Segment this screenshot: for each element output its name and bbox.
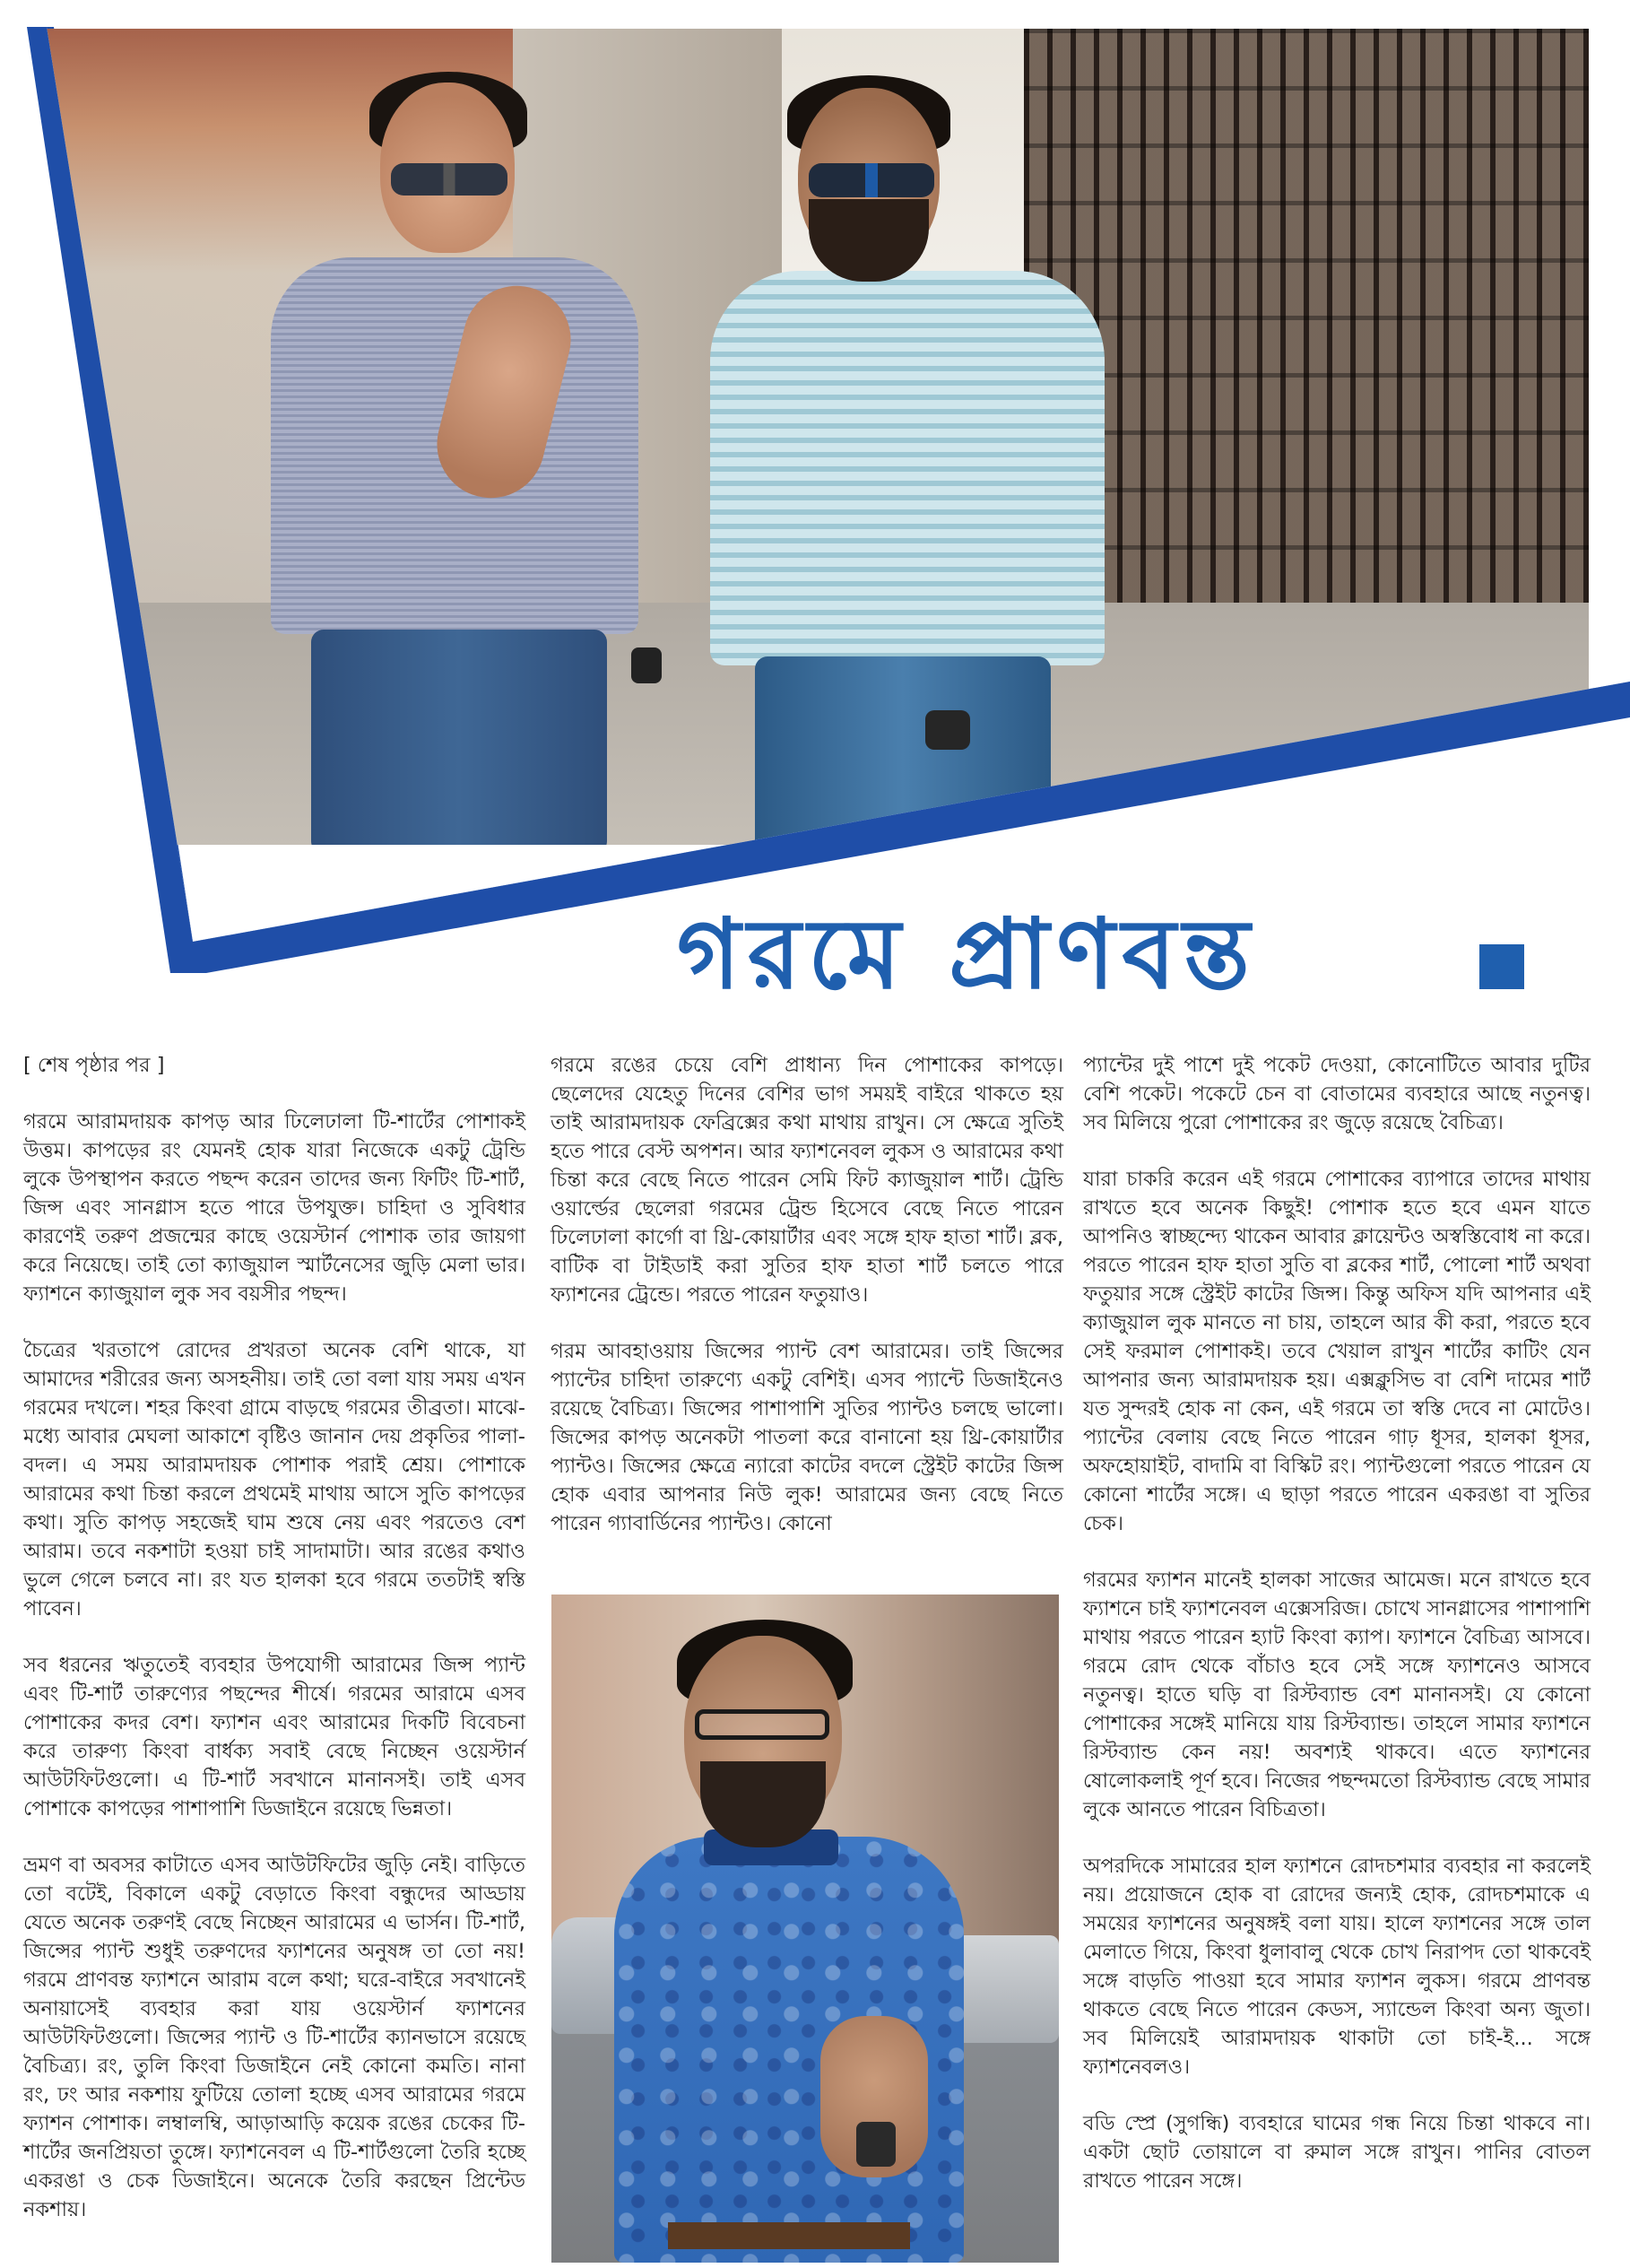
paragraph: গরম আবহাওয়ায় জিন্সের প্যান্ট বেশ আরামের। তাই জিন্সের প্যান্টের চাহিদা তারুণ্যে একটু বেশিই। এসব প্যান্টে ডিজাইনেও রয়েছে বৈচিত্র্য। জিন্সের পাশাপাশি সুতির প্যান্টও চলছে ভালো। জিন্সের কাপড় অনেকটা পাতলা করে বানানো হয় থ্রি-কোয়ার্টার প্যান্টও। জিন্সের ক্ষেত্রে ন্যারো কাটের বদলে স্ট্রেইট কাটের জিন্স হোক এবার আপনার নিউ লুক! আরামের জন্য বেছে নিতে পারেন গ্যাবার্ডিনের প্যান্টও। কোনো (551, 1340, 1063, 1535)
headline-square-mark (1479, 944, 1524, 989)
paragraph: গরমে রঙের চেয়ে বেশি প্রাধান্য দিন পোশাকের কাপড়ে। ছেলেদের যেহেতু দিনের বেশির ভাগ সময়ই বাইরে থাকতে হয় তাই আরামদায়ক ফেব্রিক্সের কথা মাথায় রাখুন। সে ক্ষেত্রে সুতিই হতে পারে বেস্ট অপশন। আর ফ্যাশনেবল লুকস ও আরামের কথা চিন্তা করে বেছে নিতে পারেন সেমি ফিট ক্যাজুয়াল শার্ট। ট্রেন্ডি ওয়ার্ল্ডের ছেলেরা গরমের ট্রেন্ড হিসেবে বেছে নিতে পারেন ঢিলেঢালা কার্গো বা থ্রি-কোয়ার্টার এবং সঙ্গে হাফ হাতা শার্ট। ব্লক, বাটিক বা টাইডাই করা সুতির হাফ হাতা শার্ট চলতে পারে ফ্যাশনের ট্রেন্ডে। পরতে পারেন ফতুয়াও। (551, 1054, 1063, 1307)
paragraph: সব ধরনের ঋতুতেই ব্যবহার উপযোগী আরামের জিন্স প্যান্ট এবং টি-শার্ট তারুণ্যের পছন্দের শীর্ষে। গরমের আরামে এসব পোশাকের কদর বেশ। ফ্যাশন এবং আরামের দিকটি বিবেচনা করে তারুণ্য কিংবা বার্ধক্য সবাই বেছে নিচ্ছেন ওয়েস্টার্ন আউটফিটগুলো। এ টি-শার্ট সবখানে মানানসই। তাই এসব পোশাকে কাপড়ের পাশাপাশি ডিজাইনে রয়েছে ভিন্নতা। (23, 1654, 525, 1820)
inset-photo (551, 1595, 1059, 2263)
paragraph: গরমে আরামদায়ক কাপড় আর ঢিলেঢালা টি-শার্টের পোশাকই উত্তম। কাপড়ের রং যেমনই হোক যারা নিজেকে একটু ট্রেন্ডি লুকে উপস্থাপন করতে পছন্দ করেন তাদের জন্য ফিটিং টি-শার্ট, জিন্স এবং সানগ্লাস হতে পারে উপযুক্ত। চাহিদা ও সুবিধার কারণেই তরুণ প্রজন্মের কাছে ওয়েস্টার্ন পোশাক তার জায়গা করে নিয়েছে। তাই তো ক্যাজুয়াল স্মার্টনেসের জুড়ি মেলা ভার। ফ্যাশনে ক্যাজুয়াল লুক সব বয়সীর পছন্দ। (23, 1110, 525, 1306)
paragraph: ভ্রমণ বা অবসর কাটাতে এসব আউটফিটের জুড়ি নেই। বাড়িতে তো বটেই, বিকালে একটু বেড়াতে কিংবা বন্ধুদের আড্ডায় যেতে অনেক তরুণই বেছে নিচ্ছেন আরামের এ ভার্সন। টি-শার্ট, জিন্সের প্যান্ট শুধুই তরুণদের ফ্যাশনের অনুষঙ্গ তা তো নয়! গরমে প্রাণবন্ত ফ্যাশনে আরাম বলে কথা; ঘরে-বাইরে সবখানেই অনায়াসেই ব্যবহার করা যায় ওয়েস্টার্ন ফ্যাশনের আউটফিটগুলো। জিন্সের প্যান্ট ও টি-শার্টের ক্যানভাসে রয়েছে বৈচিত্র্য। রং, তুলি কিংবা ডিজাইনে নেই কোনো কমতি। নানা রং, ঢং আর নকশায় ফুটিয়ে তোলা হচ্ছে এসব আরামের গরমে ফ্যাশন পোশাক। লম্বালম্বি, আড়াআড়ি কয়েক রঙের চেকের টি-শার্টের জনপ্রিয়তা তুঙ্গে। ফ্যাশনেবল এ টি-শার্টগুলো তৈরি হচ্ছে একরঙা ও চেক ডিজাইনে। অনেকে তৈরি করছেন প্রিন্টেড নকশায়। (23, 1854, 525, 2221)
column-1 (23, 1051, 525, 2252)
hero-section (0, 0, 1630, 986)
paragraph: বডি স্প্রে (সুগন্ধি) ব্যবহারে ঘামের গন্ধ নিয়ে চিন্তা থাকবে না। একটা ছোট তোয়ালে বা রুমাল সঙ্গে রাখুন। পানির বোতল রাখতে পারেন সঙ্গে। (1083, 2112, 1591, 2193)
paragraph: চৈত্রের খরতাপে রোদের প্রখরতা অনেক বেশি থাকে, যা আমাদের শরীরের জন্য অসহনীয়। তাই তো বলা যায় সময় এখন গরমের দখলে। শহর কিংবা গ্রামে বাড়ছে গরমের তীব্রতা। মাঝে-মধ্যে আবার মেঘলা আকাশে বৃষ্টিও জানান দেয় প্রকৃতির পালা-বদল। এ সময় আরামদায়ক পোশাক পরাই শ্রেয়। পোশাকে আরামের কথা চিন্তা করলে প্রথমেই মাথায় আসে সুতি কাপড়ের কথা। সুতি কাপড় সহজেই ঘাম শুষে নেয় এবং পরতেও বেশ আরাম। তবে নকশাটা হওয়া চাই সাদামাটা। আর রঙের কথাও ভুলে গেলে চলবে না। রং যত হালকা হবে গরমে ততটাই স্বস্তি পাবেন। (23, 1339, 525, 1621)
headline: গরমে প্রাণবন্ত (677, 898, 1257, 1011)
paragraph: গরমের ফ্যাশন মানেই হালকা সাজের আমেজ। মনে রাখতে হবে ফ্যাশনে চাই ফ্যাশনেবল এক্সেসরিজ। চোখে সানগ্লাসের পাশাপাশি মাথায় পরতে পারেন হ্যাট কিংবা ক্যাপ। ফ্যাশনে বৈচিত্র্য আসবে। গরমে রোদ থেকে বাঁচাও হবে সেই সঙ্গে ফ্যাশনেও আসবে নতুনত্ব। হাতে ঘড়ি বা রিস্টব্যান্ড বেশ মানানসই। যে কোনো পোশাকের সঙ্গেই মানিয়ে যায় রিস্টব্যান্ড। তাহলে সামার ফ্যাশনে রিস্টব্যান্ড কেন নয়! অবশ্যই থাকবে। এতে ফ্যাশনের ষোলোকলাই পূর্ণ হবে। নিজের পছন্দমতো রিস্টব্যান্ড বেছে সামার লুকে আনতে পারেন বিচিত্রতা। (1083, 1568, 1591, 1821)
column-2 (551, 1051, 1063, 1566)
continued-from-note: [ শেষ পৃষ্ঠার পর ] (23, 1054, 165, 1077)
paragraph: প্যান্টের দুই পাশে দুই পকেট দেওয়া, কোনোটিতে আবার দুটির বেশি পকেট। পকেটে চেন বা বোতামের ব্যবহারে আছে নতুনত্ব। সব মিলিয়ে পুরো পোশাকের রং জুড়ে রয়েছে বৈচিত্র্য। (1083, 1054, 1591, 1134)
paragraph: যারা চাকরি করেন এই গরমে পোশাকের ব্যাপারে তাদের মাথায় রাখতে হবে অনেক কিছুই! পোশাক হতে হবে এমন যাতে আপনিও স্বাচ্ছন্দ্যে থাকেন আবার ক্লায়েন্টও অস্বস্তিবোধ না করে। পরতে পারেন হাফ হাতা সুতি বা ব্লকের শার্ট, পোলো শার্ট অথবা ফতুয়ার সঙ্গে স্ট্রেইট কাটের জিন্স। কিন্তু অফিস যদি আপনার এই ক্যাজুয়াল লুক মানতে না চায়, তাহলে আর কী করা, পরতে হবে সেই ফরমাল পোশাকই। তবে খেয়াল রাখুন শার্টের কাটিং যেন আপনার জন্য আরামদায়ক হয়। এক্সক্লুসিভ বা বেশি দামের শার্ট যত সুন্দরই হোক না কেন, এই গরমে তা স্বস্তি দেবে না মোটেও। প্যান্টের বেলায় বেছে নিতে পারেন গাঢ় ধূসর, হালকা ধূসর, অফহোয়াইট, বাদামি বা বিস্কিট রং। প্যান্টগুলো পরতে পারেন যে কোনো শার্টের সঙ্গে। এ ছাড়া পরতে পারেন একরঙা বা সুতির চেক। (1083, 1168, 1591, 1535)
hero-photo-mask (0, 0, 1630, 986)
paragraph: অপরদিকে সামারের হাল ফ্যাশনে রোদচশমার ব্যবহার না করলেই নয়। প্রয়োজনে হোক বা রোদের জন্যই হোক, রোদচশমাকে এ সময়ের ফ্যাশনের অনুষঙ্গই বলা যায়। হালে ফ্যাশনের সঙ্গে তাল মেলাতে গিয়ে, কিংবা ধুলাবালু থেকে চোখ নিরাপদ তো থাকবেই সঙ্গে বাড়তি পাওয়া হবে সামার ফ্যাশন লুকস। গরমে প্রাণবন্ত থাকতে বেছে নিতে পারেন কেডস, স্যান্ডেল কিংবা অন্য জুতা। সব মিলিয়েই আরামদায়ক থাকাটা তো চাই-ই... সঙ্গে ফ্যাশনেবলও। (1083, 1855, 1591, 2079)
column-3 (1083, 1051, 1591, 2223)
